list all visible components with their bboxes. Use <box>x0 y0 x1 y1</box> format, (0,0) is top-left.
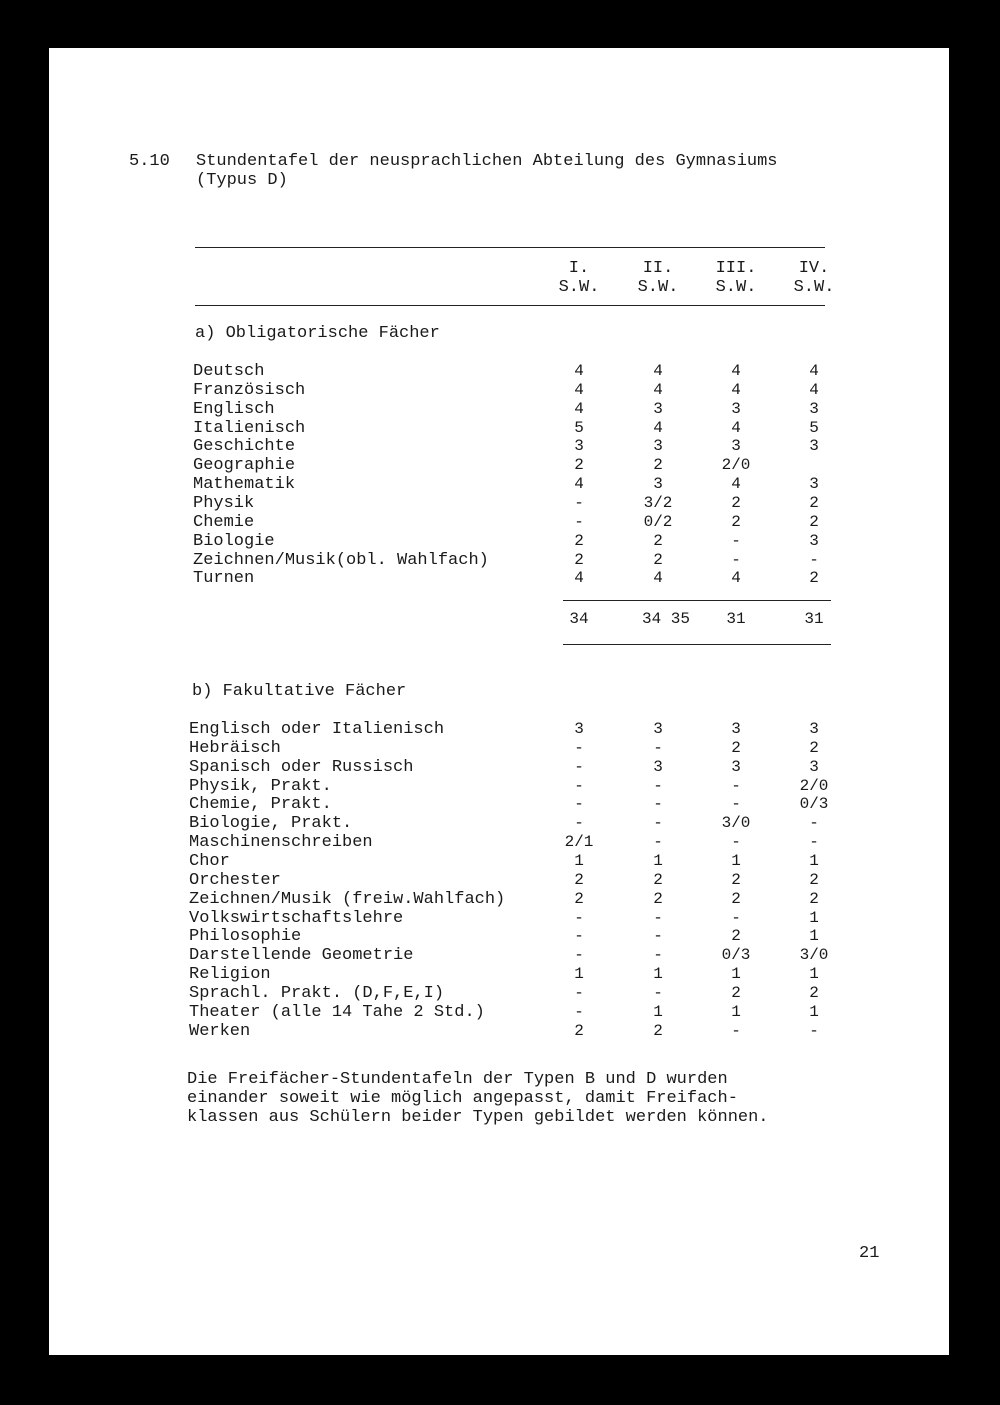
hours-cell: 4 <box>574 569 584 588</box>
hours-cell: 2 <box>731 738 741 757</box>
subject-label: Darstellende Geometrie <box>189 946 414 966</box>
hours-cell: 4 <box>653 362 663 380</box>
hours-cell: 2 <box>731 889 741 908</box>
section-number: 5.10 <box>129 152 170 171</box>
hours-cell: 3 <box>731 437 741 456</box>
hours-cell: 2 <box>653 531 663 550</box>
hours-cell: 1 <box>809 927 819 946</box>
hours-cell: 3 <box>653 720 663 738</box>
subject-label: Turnen <box>193 569 255 589</box>
hours-cell: 3 <box>809 757 819 776</box>
hours-cell: 2/1 <box>564 833 594 852</box>
hours-cell: 2 <box>574 456 584 475</box>
subject-label: Italienisch <box>193 418 306 438</box>
hours-cell: 2 <box>731 493 741 512</box>
hours-cell: - <box>731 550 741 569</box>
hours-cell: - <box>653 738 663 757</box>
hours-cell: 2 <box>574 531 584 550</box>
section-title-continued: (Typus D) <box>196 171 288 190</box>
hours-cell: 2 <box>809 493 819 512</box>
hours-cell: 2/0 <box>799 776 829 795</box>
hours-cell: - <box>653 983 663 1002</box>
header-bottom-rule <box>195 305 825 306</box>
hours-cell: 1 <box>809 1002 819 1021</box>
hours-cell: - <box>731 1021 741 1040</box>
hours-cell: 4 <box>574 380 584 399</box>
hours-cell: 5 <box>809 418 819 437</box>
table-row <box>49 362 949 381</box>
column-header-unit: S.W. <box>558 278 600 297</box>
hours-cell: - <box>731 833 741 852</box>
note-line-3: klassen aus Schülern beider Typen gebildet werden können. <box>187 1108 769 1127</box>
hours-cell: 2 <box>809 738 819 757</box>
subject-label: Hebräisch <box>189 738 281 758</box>
table-row <box>49 739 949 758</box>
hours-cell: 1 <box>809 908 819 927</box>
hours-cell: 1 <box>574 965 584 984</box>
table-row <box>49 814 949 833</box>
hours-cell: 2/0 <box>721 456 751 475</box>
table-row <box>49 984 949 1003</box>
section-title: Stundentafel der neusprachlichen Abteilung des Gymnasiums <box>196 152 778 171</box>
table-row <box>49 927 949 946</box>
subject-label: Maschinenschreiben <box>189 833 373 853</box>
hours-cell: - <box>574 983 584 1002</box>
table-row <box>49 795 949 814</box>
hours-cell: 0/3 <box>721 946 751 965</box>
subject-label: Sprachl. Prakt. (D,F,E,I) <box>189 983 445 1003</box>
hours-cell: 4 <box>731 362 741 380</box>
table-row <box>49 852 949 871</box>
hours-cell: - <box>574 738 584 757</box>
table-row <box>49 1022 949 1041</box>
table-row <box>49 569 949 588</box>
total-cell: 34 35 <box>641 610 690 628</box>
table-row <box>49 551 949 570</box>
subject-label: Geographie <box>193 456 296 476</box>
column-header-term: IV. <box>798 259 830 278</box>
hours-cell: - <box>574 908 584 927</box>
hours-cell: 1 <box>809 965 819 984</box>
hours-cell: 4 <box>731 569 741 588</box>
hours-cell: - <box>653 833 663 852</box>
note-line-1: Die Freifächer-Stundentafeln der Typen B und D wurden <box>187 1070 728 1089</box>
table-row <box>49 532 949 551</box>
hours-cell: 1 <box>653 1002 663 1021</box>
hours-cell: 1 <box>809 851 819 870</box>
hours-cell: 2 <box>653 889 663 908</box>
table-row <box>49 456 949 475</box>
column-header-term: III. <box>715 259 757 278</box>
subject-label: Französisch <box>193 380 306 400</box>
totals-top-rule <box>563 600 831 601</box>
hours-cell: 4 <box>653 418 663 437</box>
hours-cell: 2 <box>574 889 584 908</box>
subject-label: Religion <box>189 965 271 985</box>
hours-cell: - <box>809 833 819 852</box>
hours-cell: 3/0 <box>799 946 829 965</box>
subject-label: Physik <box>193 493 255 513</box>
table-row <box>49 890 949 909</box>
hours-cell: 5 <box>574 418 584 437</box>
subject-label: Werken <box>189 1021 251 1041</box>
hours-cell: 3 <box>653 757 663 776</box>
hours-cell: 1 <box>653 851 663 870</box>
hours-cell: 3 <box>731 757 741 776</box>
total-cell: 34 <box>569 610 589 628</box>
hours-cell: - <box>653 776 663 795</box>
hours-cell: - <box>809 1021 819 1040</box>
page-number: 21 <box>859 1244 880 1263</box>
totals-row <box>49 610 949 629</box>
hours-cell: - <box>574 814 584 833</box>
subject-label: Biologie <box>193 531 275 551</box>
table-row <box>49 720 949 739</box>
column-header-term: II. <box>642 259 674 278</box>
subject-label: Chemie <box>193 512 255 532</box>
hours-cell: 1 <box>574 851 584 870</box>
total-cell: 31 <box>726 610 746 628</box>
hours-cell: - <box>653 814 663 833</box>
hours-cell: 3 <box>574 437 584 456</box>
hours-cell: 2 <box>731 983 741 1002</box>
table-row <box>49 777 949 796</box>
hours-cell: 3 <box>653 475 663 494</box>
table-row <box>49 909 949 928</box>
hours-cell: - <box>731 908 741 927</box>
subject-label: Geschichte <box>193 437 296 457</box>
obligatory-heading: a) Obligatorische Fächer <box>195 324 440 343</box>
hours-cell: 2 <box>809 983 819 1002</box>
hours-cell: - <box>653 927 663 946</box>
hours-cell: - <box>809 814 819 833</box>
column-header-term: I. <box>568 259 590 278</box>
subject-label: Zeichnen/Musik (freiw.Wahlfach) <box>189 889 506 909</box>
hours-cell: 2 <box>653 550 663 569</box>
hours-cell: 2 <box>574 550 584 569</box>
hours-cell: 3 <box>809 531 819 550</box>
subject-label: Physik, Prakt. <box>189 776 332 796</box>
hours-cell: 2 <box>731 512 741 531</box>
hours-cell: - <box>731 776 741 795</box>
hours-cell: 0/2 <box>643 512 673 531</box>
table-row <box>49 965 949 984</box>
subject-label: Theater (alle 14 Tahe 2 Std.) <box>189 1002 485 1022</box>
hours-cell: 2 <box>809 870 819 889</box>
hours-cell: 1 <box>653 965 663 984</box>
hours-cell: 3/0 <box>721 814 751 833</box>
subject-label: Biologie, Prakt. <box>189 814 353 834</box>
subject-label: Spanisch oder Russisch <box>189 757 414 777</box>
hours-cell: 4 <box>731 380 741 399</box>
table-row <box>49 494 949 513</box>
subject-label: Englisch oder Italienisch <box>189 720 445 739</box>
hours-cell: - <box>574 493 584 512</box>
column-header-unit: S.W. <box>715 278 757 297</box>
hours-cell: 3 <box>731 399 741 418</box>
subject-label: Mathematik <box>193 475 296 495</box>
hours-cell: - <box>574 1002 584 1021</box>
hours-cell: 3 <box>574 720 584 738</box>
column-header-unit: S.W. <box>793 278 835 297</box>
hours-cell: 1 <box>731 965 741 984</box>
hours-cell: 1 <box>731 1002 741 1021</box>
hours-cell: - <box>731 531 741 550</box>
table-row <box>49 1003 949 1022</box>
hours-cell: 2 <box>574 870 584 889</box>
hours-cell: 3 <box>809 475 819 494</box>
hours-cell: 2 <box>809 889 819 908</box>
hours-cell: 2 <box>653 456 663 475</box>
document-page <box>49 48 949 1355</box>
subject-label: Deutsch <box>193 362 265 381</box>
hours-cell: - <box>574 946 584 965</box>
hours-cell: 4 <box>731 418 741 437</box>
hours-cell: 4 <box>574 362 584 380</box>
subject-label: Chemie, Prakt. <box>189 795 332 815</box>
totals-bottom-rule <box>563 644 831 645</box>
subject-label: Philosophie <box>189 927 302 947</box>
hours-cell: 2 <box>653 1021 663 1040</box>
table-row <box>49 437 949 456</box>
hours-cell: 2 <box>809 569 819 588</box>
table-row <box>49 400 949 419</box>
table-row <box>49 513 949 532</box>
hours-cell: 3 <box>809 399 819 418</box>
hours-cell: - <box>809 550 819 569</box>
hours-cell: 3 <box>809 720 819 738</box>
table-row <box>49 758 949 777</box>
hours-cell: - <box>653 908 663 927</box>
hours-cell: 1 <box>731 851 741 870</box>
hours-cell: 3 <box>653 399 663 418</box>
hours-cell: 4 <box>809 362 819 380</box>
hours-cell: 2 <box>653 870 663 889</box>
header-top-rule <box>195 247 825 248</box>
note-line-2: einander soweit wie möglich angepasst, damit Freifach- <box>187 1089 738 1108</box>
hours-cell: 4 <box>574 399 584 418</box>
hours-cell: 3/2 <box>643 493 673 512</box>
hours-cell: 3 <box>731 720 741 738</box>
hours-cell: 4 <box>731 475 741 494</box>
table-row <box>49 475 949 494</box>
hours-cell: 2 <box>809 512 819 531</box>
hours-cell: 2 <box>731 870 741 889</box>
hours-cell: 3 <box>653 437 663 456</box>
hours-cell: - <box>653 795 663 814</box>
hours-cell: 4 <box>809 380 819 399</box>
subject-label: Englisch <box>193 399 275 419</box>
subject-label: Chor <box>189 851 230 871</box>
table-row <box>49 419 949 438</box>
hours-cell: - <box>574 927 584 946</box>
hours-cell: - <box>574 776 584 795</box>
table-row <box>49 381 949 400</box>
hours-cell: - <box>574 757 584 776</box>
total-cell: 31 <box>804 610 824 628</box>
column-header-unit: S.W. <box>637 278 679 297</box>
hours-cell: 4 <box>653 380 663 399</box>
hours-cell: 2 <box>574 1021 584 1040</box>
hours-cell: 4 <box>653 569 663 588</box>
subject-label: Volkswirtschaftslehre <box>189 908 404 928</box>
hours-cell: 4 <box>574 475 584 494</box>
hours-cell: - <box>653 946 663 965</box>
hours-cell: - <box>574 512 584 531</box>
hours-cell: - <box>731 795 741 814</box>
hours-cell: 2 <box>731 927 741 946</box>
table-row <box>49 871 949 890</box>
facultative-heading: b) Fakultative Fächer <box>192 682 407 701</box>
subject-label: Zeichnen/Musik(obl. Wahlfach) <box>193 550 489 570</box>
hours-cell: 0/3 <box>799 795 829 814</box>
hours-cell: 3 <box>809 437 819 456</box>
subject-label: Orchester <box>189 870 281 890</box>
table-row <box>49 833 949 852</box>
table-row <box>49 946 949 965</box>
hours-cell: - <box>574 795 584 814</box>
